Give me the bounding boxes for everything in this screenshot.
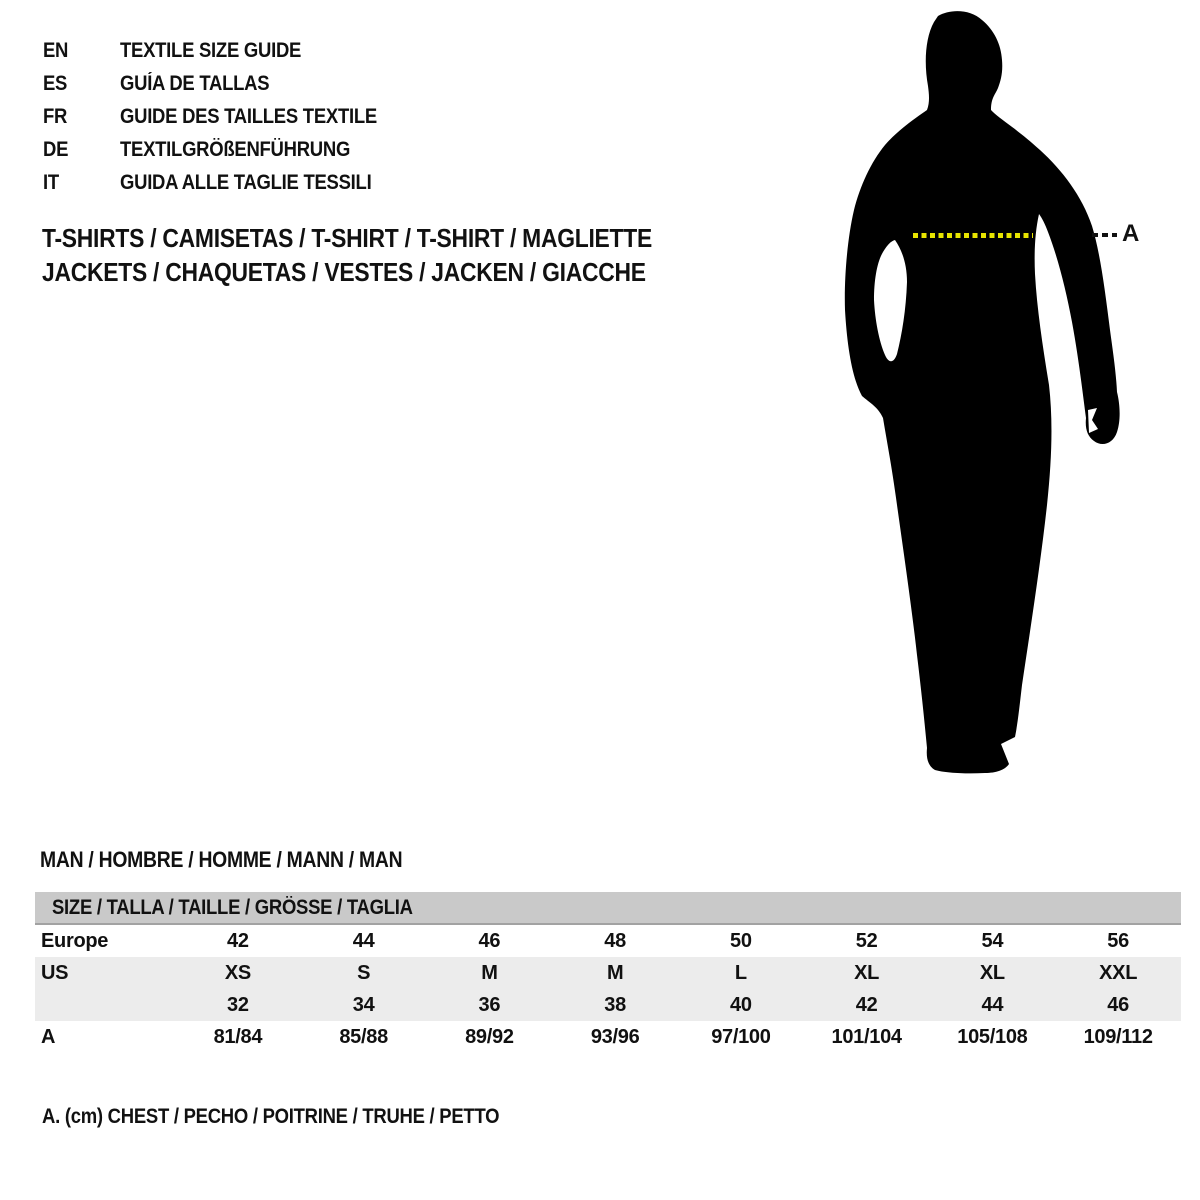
table-cell: L <box>734 962 747 984</box>
table-cell: 32 <box>227 994 249 1016</box>
table-cell: S <box>357 962 371 984</box>
table-row-europe <box>35 925 1181 957</box>
measure-label-a: A <box>1122 220 1140 247</box>
table-cell: 42 <box>855 994 878 1016</box>
language-title: TEXTILGRÖßENFÜHRUNG <box>120 138 351 161</box>
table-cell: 81/84 <box>213 1026 263 1048</box>
language-list <box>43 34 412 199</box>
table-cell: XL <box>854 962 880 984</box>
size-table-header <box>35 892 1181 925</box>
row-label: US <box>41 962 69 984</box>
category-tshirts: T-SHIRTS / CAMISETAS / T-SHIRT / T-SHIRT / MAGLIETTE <box>42 223 652 253</box>
table-cell: 42 <box>227 930 249 952</box>
language-code: DE <box>43 138 69 161</box>
footnote-chest: A. (cm) CHEST / PECHO / POITRINE / TRUHE / PETTO <box>42 1105 500 1128</box>
table-cell: 54 <box>981 930 1004 952</box>
language-row-en <box>43 34 412 67</box>
language-code: ES <box>43 72 68 95</box>
table-cell: 48 <box>604 930 626 952</box>
table-cell: M <box>481 962 498 984</box>
table-cell: XS <box>224 962 251 984</box>
language-title: TEXTILE SIZE GUIDE <box>120 39 302 62</box>
table-cell: XL <box>979 962 1005 984</box>
table-cell: 105/108 <box>957 1026 1028 1048</box>
language-row-fr <box>43 100 412 133</box>
table-cell: 50 <box>730 930 752 952</box>
table-cell: 97/100 <box>711 1026 771 1048</box>
table-cell: 44 <box>352 930 375 952</box>
table-cell: 89/92 <box>465 1026 514 1048</box>
table-row-chest-a <box>35 1021 1181 1053</box>
language-code: FR <box>43 105 68 128</box>
row-label: Europe <box>41 930 109 952</box>
language-code: IT <box>43 171 59 194</box>
section-title: MAN / HOMBRE / HOMME / MANN / MAN <box>40 847 403 872</box>
measure-callout-dashes <box>1092 233 1117 237</box>
table-cell: 38 <box>604 994 626 1016</box>
table-cell: 44 <box>981 994 1004 1016</box>
table-cell: 46 <box>478 930 501 952</box>
table-cell: 52 <box>855 930 878 952</box>
language-code: EN <box>43 39 69 62</box>
chest-measure-line <box>913 233 1033 238</box>
table-cell: 34 <box>352 994 375 1016</box>
language-row-it <box>43 166 412 199</box>
size-table <box>35 892 1181 1053</box>
language-title: GUIDA ALLE TAGLIE TESSILI <box>120 171 372 194</box>
table-cell: M <box>606 962 624 984</box>
table-cell: 36 <box>478 994 501 1016</box>
table-cell: 40 <box>730 994 752 1016</box>
table-cell: XXL <box>1099 962 1138 984</box>
table-cell: 85/88 <box>339 1026 388 1048</box>
table-row-numeric <box>35 989 1181 1021</box>
table-cell: 46 <box>1107 994 1129 1016</box>
category-jackets: JACKETS / CHAQUETAS / VESTES / JACKEN / GIACCHE <box>42 257 646 287</box>
man-silhouette-figure <box>820 0 1140 790</box>
size-table-header-label: SIZE / TALLA / TAILLE / GRÖSSE / TAGLIA <box>52 896 413 919</box>
table-cell: 56 <box>1107 930 1129 952</box>
row-label: A <box>41 1026 56 1048</box>
table-cell: 93/96 <box>590 1026 640 1048</box>
language-row-es <box>43 67 412 100</box>
table-row-us <box>35 957 1181 989</box>
table-cell: 109/112 <box>1083 1026 1153 1048</box>
language-title: GUÍA DE TALLAS <box>120 72 270 95</box>
row-label <box>35 989 175 1021</box>
language-title: GUIDE DES TAILLES TEXTILE <box>120 105 377 128</box>
category-list <box>42 221 735 289</box>
language-row-de <box>43 133 412 166</box>
table-cell: 101/104 <box>831 1026 902 1048</box>
